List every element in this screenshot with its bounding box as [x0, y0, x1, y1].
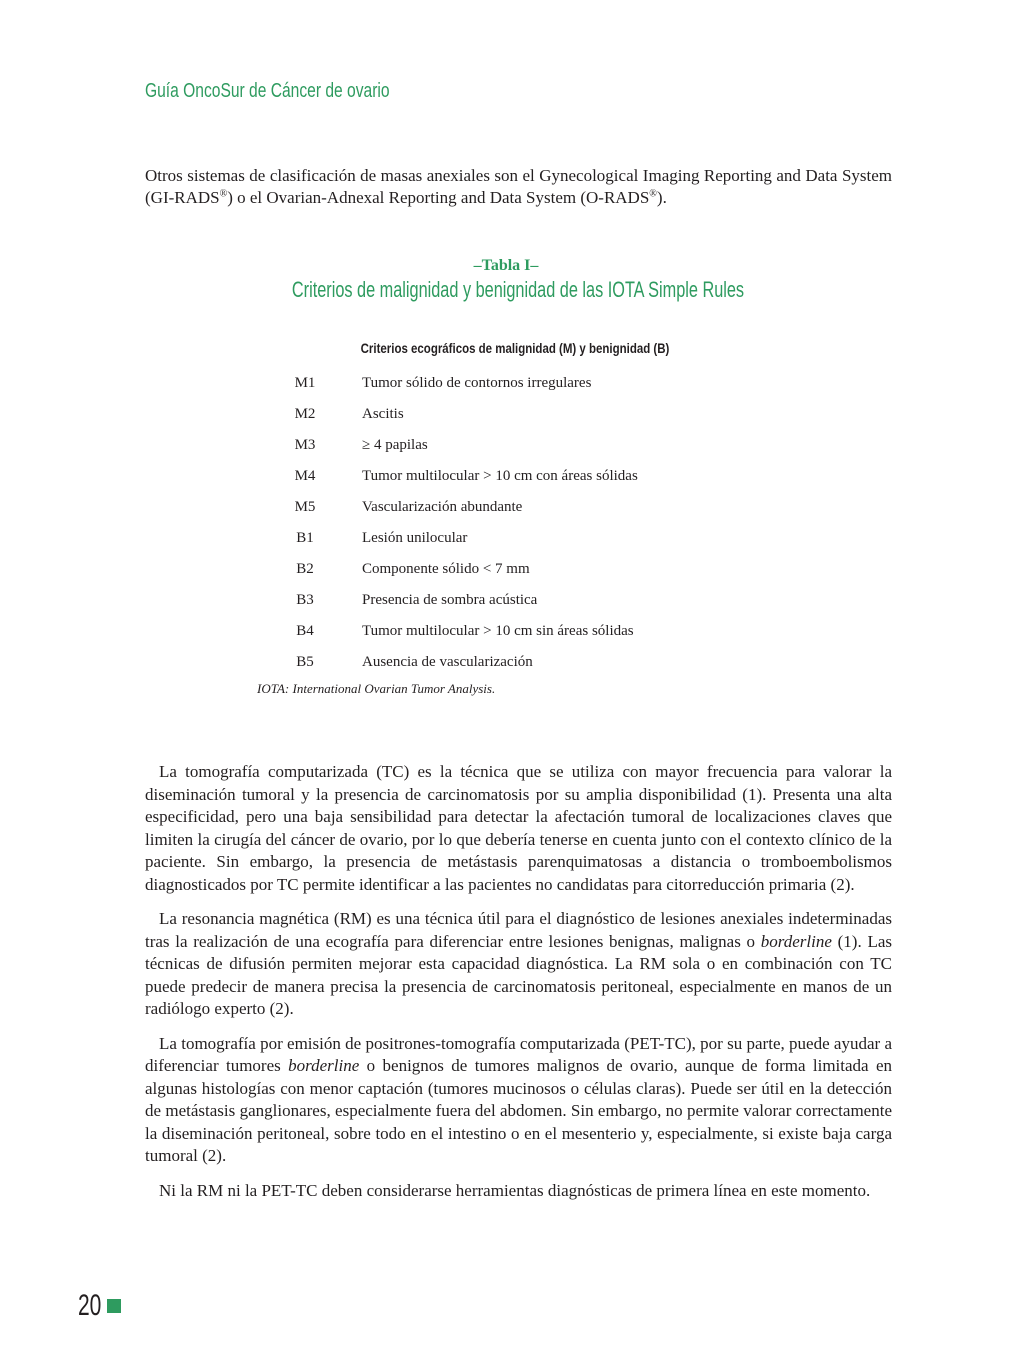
page-marker-square — [107, 1299, 121, 1313]
intro-paragraph — [145, 165, 892, 209]
criteria-row — [285, 461, 765, 492]
table-heading: Criterios ecográficos de malignidad (M) y benignidad (B) — [360, 340, 670, 356]
body-text — [145, 761, 892, 1214]
criteria-text: Lesión unilocular — [362, 530, 468, 546]
criteria-text: Vascularización abundante — [362, 499, 523, 515]
criteria-row — [285, 585, 765, 616]
paragraph-text: La resonancia magnética (RM) es una técnica útil para el diagnóstico de lesiones anexiales indeterminadas tras la realización de una ecografía para diferenciar entre lesiones benignas, malignas o — [145, 909, 892, 951]
criteria-text: Tumor multilocular > 10 cm con áreas sólidas — [362, 468, 638, 484]
criteria-code: M5 — [294, 499, 316, 515]
intro-text-3: ). — [656, 188, 667, 207]
criteria-row — [285, 554, 765, 585]
criteria-code: B1 — [296, 530, 314, 546]
running-header: Guía OncoSur de Cáncer de ovario — [145, 80, 390, 102]
intro-text-1: Otros sistemas de clasificación de masas anexiales son el Gynecological Imaging Reporting and Data System (GI-RADS — [145, 166, 892, 207]
criteria-code: B2 — [296, 561, 314, 577]
paragraph-rm — [145, 908, 892, 1021]
criteria-text: Componente sólido < 7 mm — [362, 561, 530, 577]
criteria-text: Ascitis — [362, 406, 404, 422]
table-caption: Criterios de malignidad y benignidad de las IOTA Simple Rules — [291, 277, 745, 302]
criteria-code: B4 — [296, 623, 314, 639]
intro-text-2: ) o el Ovarian-Adnexal Reporting and Data System (O-RADS — [227, 188, 650, 207]
criteria-row — [285, 492, 765, 523]
table-label: –Tabla I– — [473, 257, 539, 274]
table-footnote: IOTA: International Ovarian Tumor Analysis. — [257, 681, 496, 696]
paragraph-pet-tc — [145, 1033, 892, 1168]
criteria-row — [285, 523, 765, 554]
paragraph-text: o benignos de tumores malignos de ovario, aunque de forma limitada en algunas histologías con menor captación (tumores mucinosos o células claras). Puede ser útil en la detección de metástasis ganglionares, especialmente fuera del abdomen. Sin embargo, no permite valorar correctamente la diseminación peritoneal, sobre todo en el intestino o en el mesenterio y, especialmente, si existe baja carga tumoral (2). — [145, 1056, 893, 1165]
registered-mark: ® — [649, 188, 657, 200]
criteria-text: Tumor multilocular > 10 cm sin áreas sólidas — [362, 623, 634, 639]
criteria-code: M3 — [294, 437, 316, 453]
paragraph-text: (1). Las técnicas de difusión permiten mejorar esta capacidad diagnóstica. La RM sola o en combinación con TC puede predecir de manera precisa la presencia de carcinomatosis peritoneal, especialmente en manos de un radiólogo experto (2). — [145, 931, 892, 1018]
criteria-row — [285, 647, 765, 678]
paragraph-conclusion: Ni la RM ni la PET-TC deben considerarse herramientas diagnósticas de primera línea en este momento. — [159, 1180, 871, 1200]
page-number: 20 — [78, 1289, 102, 1322]
emphasis-term: borderline — [760, 931, 832, 951]
criteria-code: B3 — [296, 592, 314, 608]
criteria-code: M1 — [294, 375, 316, 391]
criteria-code: M2 — [294, 406, 316, 422]
paragraph-text: La tomografía por emisión de positrones-tomografía computarizada (PET-TC), por su parte, puede ayudar a diferenciar tumores — [145, 1033, 892, 1075]
criteria-text: Tumor sólido de contornos irregulares — [362, 375, 592, 391]
criteria-list — [285, 368, 765, 678]
criteria-text: ≥ 4 papilas — [362, 437, 428, 453]
criteria-row — [285, 368, 765, 399]
criteria-row — [285, 430, 765, 461]
registered-mark: ® — [219, 188, 228, 200]
paragraph-tc: La tomografía computarizada (TC) es la técnica que se utiliza con mayor frecuencia para valorar la diseminación tumoral y la presencia de carcinomatosis por su amplia disponibilidad (1). Presenta una alta especificidad, pero una baja sensibilidad para detectar la afectación tumoral de localizaciones claves que limiten la cirugía del cáncer de ovario, por lo que debería tenerse en cuenta junto con el contexto clínico de la paciente. Sin embargo, la presencia de metástasis parenquimatosas a distancia o tromboembolismos diagnosticados por TC permite identificar a las pacientes no candidatas para citorreducción primaria (2). — [145, 762, 892, 894]
criteria-text: Presencia de sombra acústica — [362, 592, 538, 608]
criteria-row — [285, 616, 765, 647]
criteria-row — [285, 399, 765, 430]
criteria-code: B5 — [296, 654, 314, 670]
criteria-code: M4 — [294, 468, 316, 484]
criteria-text: Ausencia de vascularización — [362, 654, 533, 670]
emphasis-term: borderline — [288, 1056, 360, 1075]
